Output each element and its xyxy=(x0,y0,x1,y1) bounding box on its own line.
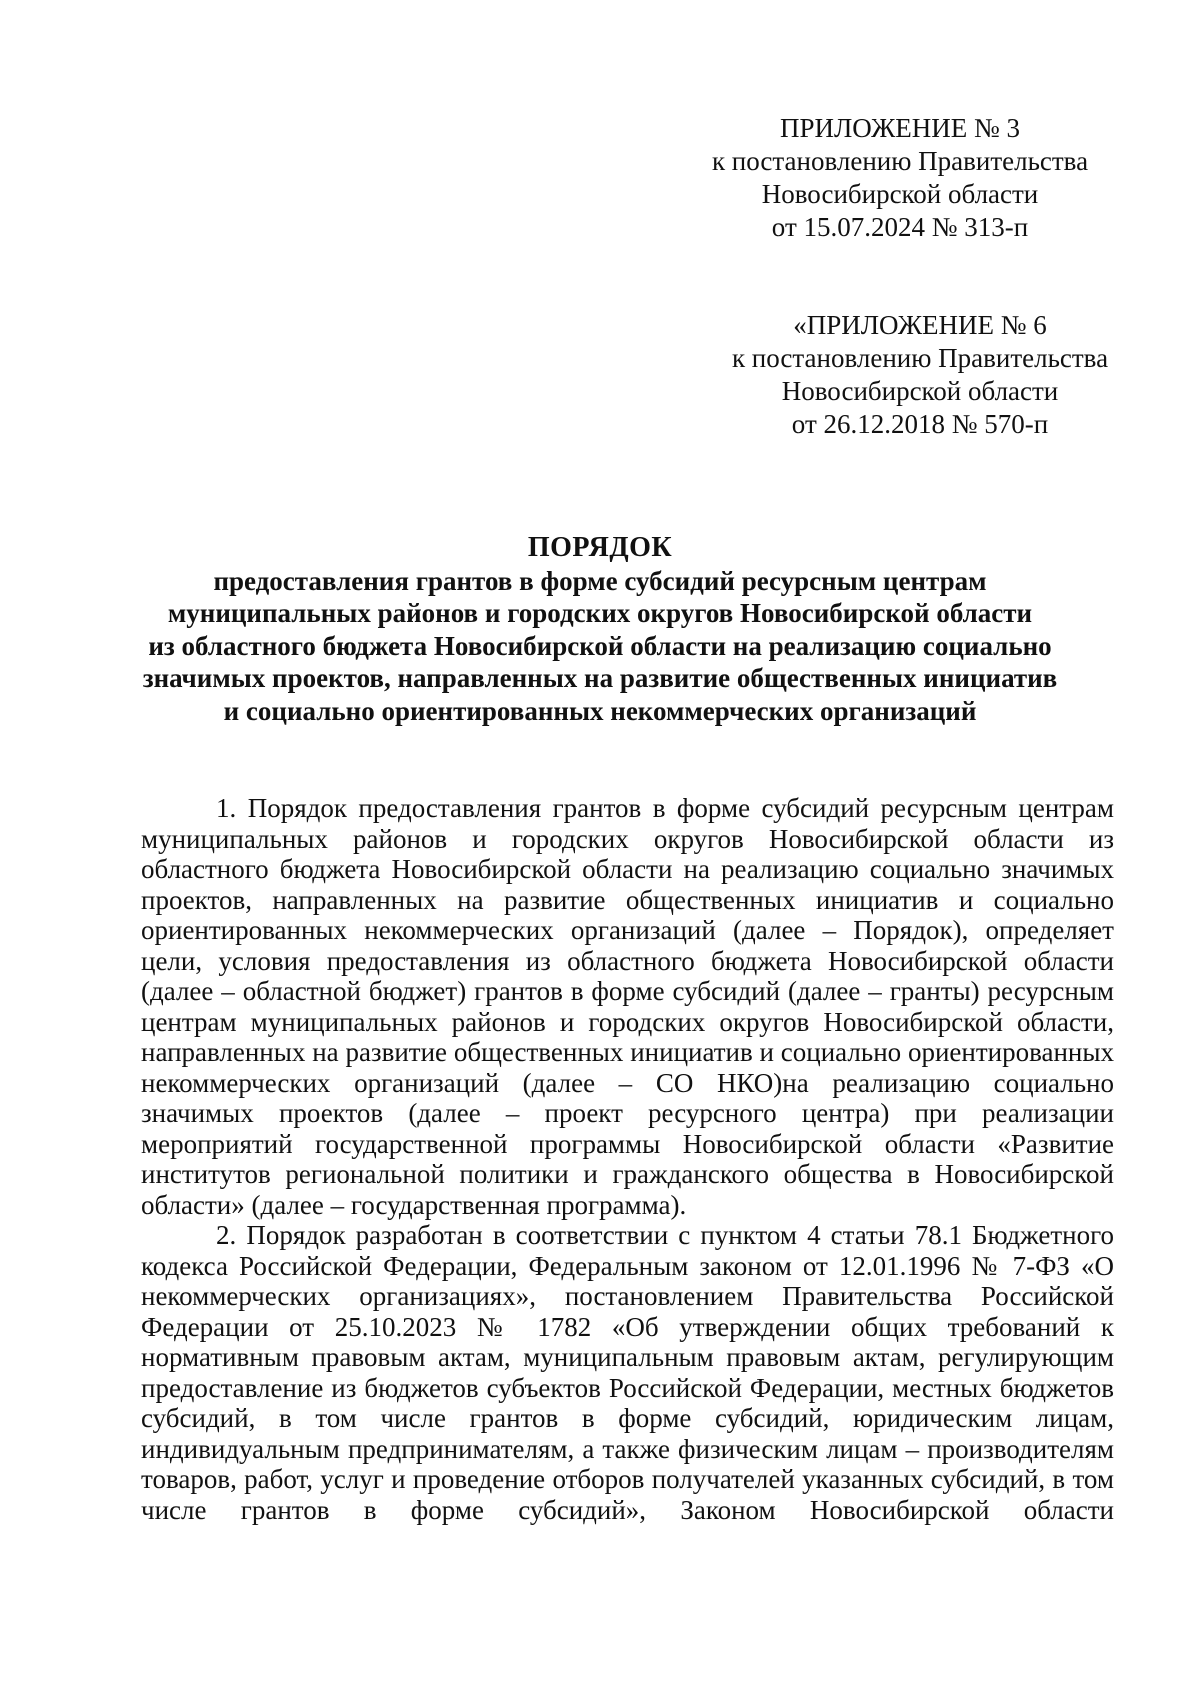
document-body xyxy=(141,793,1114,1525)
previous-annex-date-number: от 26.12.2018 № 570-п xyxy=(791,409,1049,439)
annex-number: ПРИЛОЖЕНИЕ № 3 xyxy=(779,113,1021,143)
previous-annex-region: Новосибирской области xyxy=(781,376,1059,406)
title-line: предоставления грантов в форме субсидий ресурсным центрам xyxy=(213,565,987,596)
title-line: из областного бюджета Новосибирской области на реализацию социально xyxy=(148,630,1052,661)
annex-header xyxy=(700,112,1100,244)
annex-date-number: от 15.07.2024 № 313-п xyxy=(771,212,1029,242)
annex-region: Новосибирской области xyxy=(761,179,1039,209)
title-line: муниципальных районов и городских округов Новосибирской области xyxy=(167,598,1033,628)
previous-annex-number: «ПРИЛОЖЕНИЕ № 6 xyxy=(793,310,1047,340)
paragraph-2: 2. Порядок разработан в соответствии с пунктом 4 статьи 78.1 Бюджетного кодекса Российской Федерации, Федеральным законом от 12.01.1996 № 7-ФЗ «О некоммерческих организациях», постановлением Правительства Российской Федерации от 25.10.2023 № 1782 «Об утверждении общих требований к нормативным правовым актам, муниципальным правовым актам, регулирующим предоставление из бюджетов субъектов Российской Федерации, местных бюджетов субсидий, в том числе грантов в форме субсидий, юридическим лицам, индивидуальным предпринимателям, а также физическим лицам – производителям товаров, работ, услуг и проведение отборов получателей указанных субсидий, в том числе грантов в форме субсидий», Законом Новосибирской области xyxy=(141,1220,1114,1525)
title-line: и социально ориентированных некоммерческих организаций xyxy=(223,695,977,726)
previous-annex-reference: к постановлению Правительства xyxy=(731,343,1109,373)
annex-reference: к постановлению Правительства xyxy=(711,146,1089,176)
previous-annex-header xyxy=(720,309,1120,441)
paragraph-1: 1. Порядок предоставления грантов в форме субсидий ресурсным центрам муниципальных районов и городских округов Новосибирской области из областного бюджета Новосибирской области на реализацию социально значимых проектов, направленных на развитие общественных инициатив и социально ориентированных некоммерческих организаций (далее – Порядок), определяет цели, условия предоставления из областного бюджета Новосибирской области (далее – областной бюджет) грантов в форме субсидий (далее – гранты) ресурсным центрам муниципальных районов и городских округов Новосибирской области, направленных на развитие общественных инициатив и социально ориентированных некоммерческих организаций (далее – СО НКО)на реализацию социально значимых проектов (далее – проект ресурсного центра) при реализации мероприятий государственной программы Новосибирской области «Развитие институтов региональной политики и гражданского общества в Новосибирской области» (далее – государственная программа). xyxy=(141,793,1114,1220)
title-line: значимых проектов, направленных на развитие общественных инициатив xyxy=(142,663,1058,693)
document-title xyxy=(100,532,1100,727)
title-heading: ПОРЯДОК xyxy=(527,532,673,563)
